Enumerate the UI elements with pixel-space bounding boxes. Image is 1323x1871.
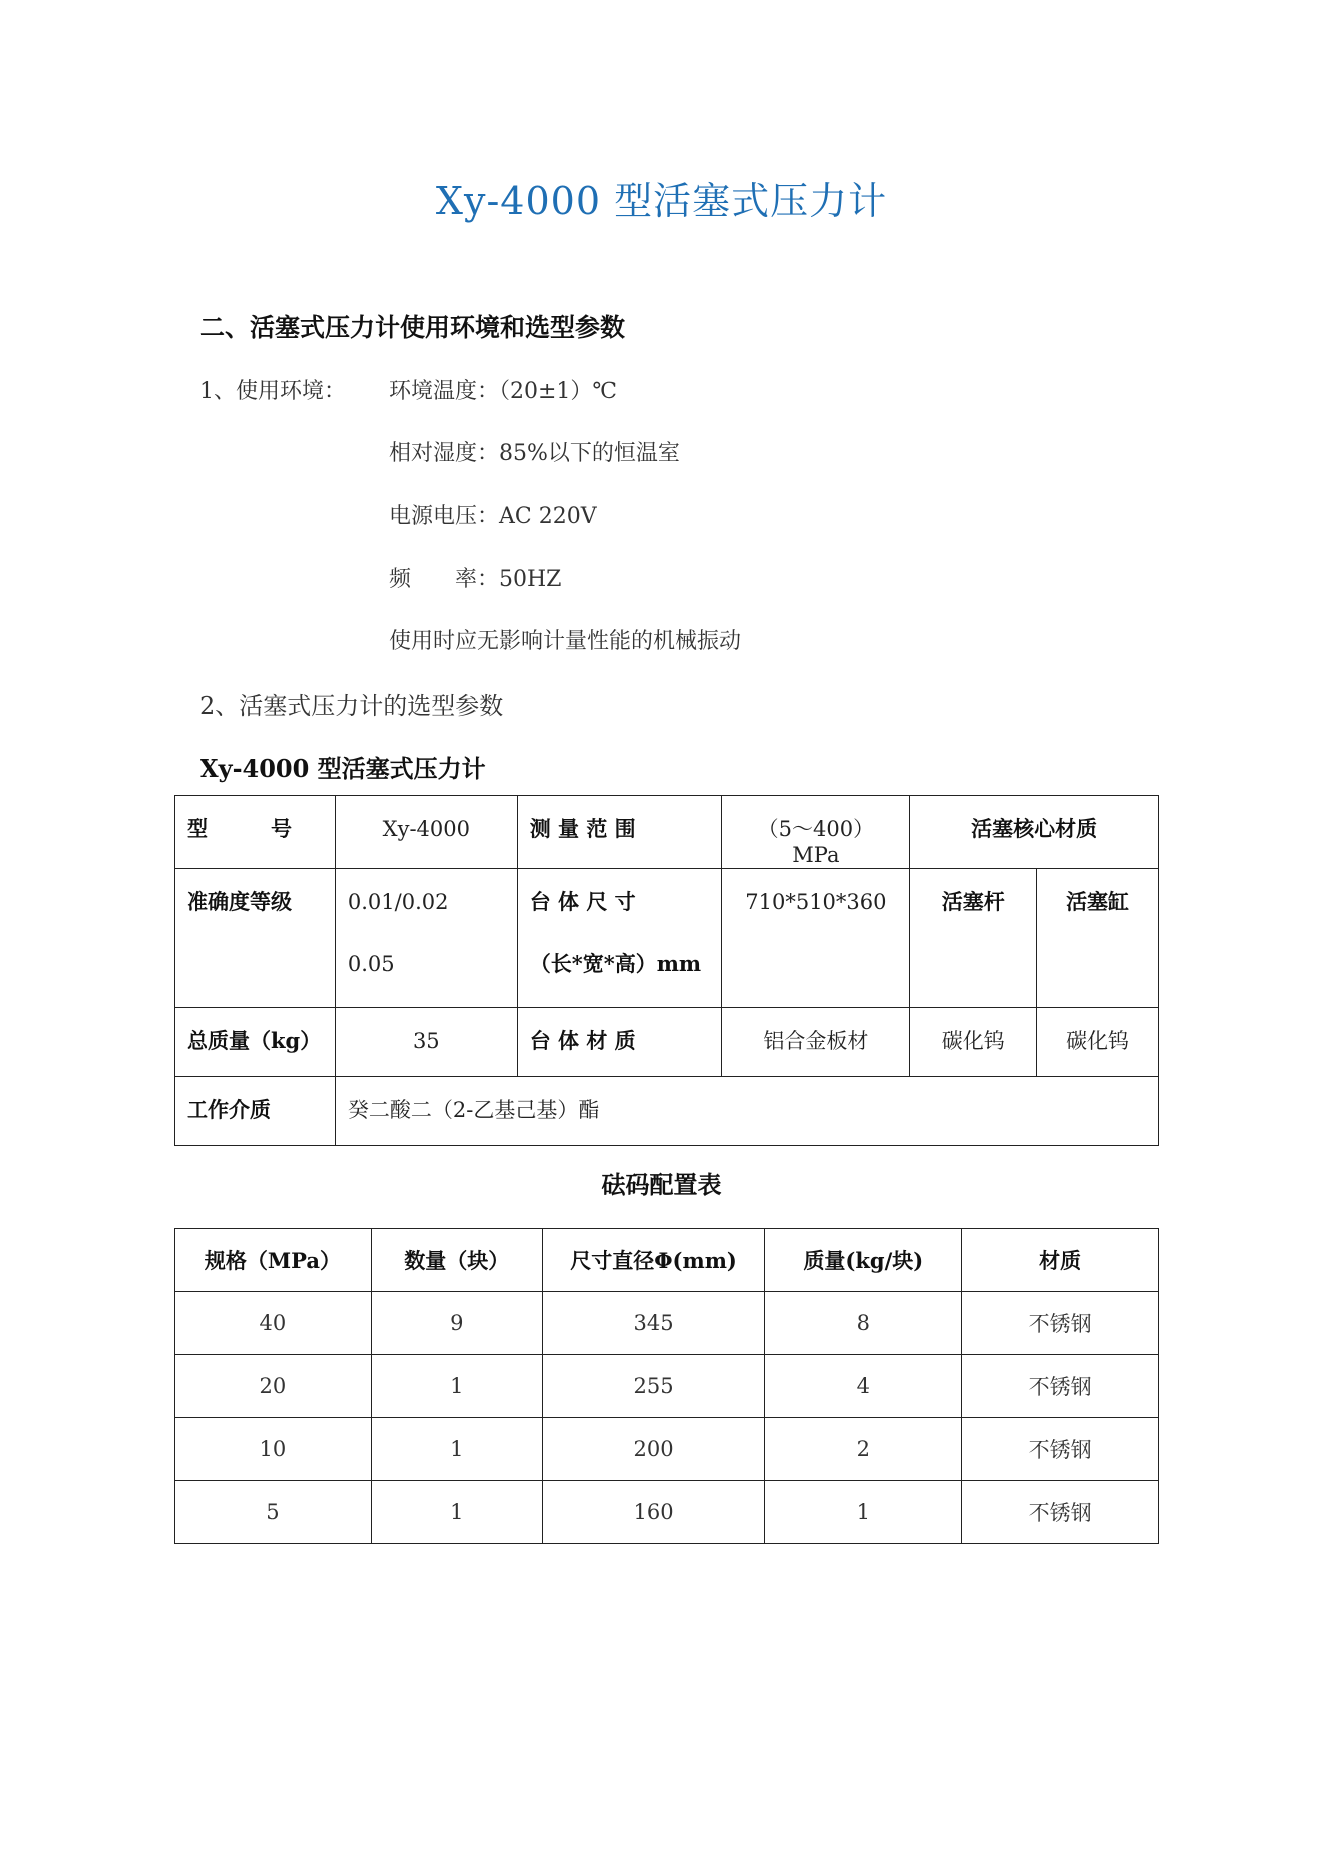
range-value: （5～400）MPa [757,817,875,867]
env-temperature: 环境温度：（20±1）℃ [389,379,618,404]
env-humidity: 相对湿度：85%以下的恒温室 [389,441,680,466]
table-cell: 不锈钢 [962,1418,1159,1481]
body-material-value: 铝合金板材 [763,1029,869,1053]
model-value: Xy-4000 [382,817,470,841]
table-cell: 20 [175,1355,372,1418]
column-header: 材质 [962,1229,1159,1292]
spec-cell [517,869,722,1008]
spec-cell [175,869,336,1008]
spec-row-medium [175,1077,1159,1146]
table-cell: 不锈钢 [962,1292,1159,1355]
table-cell: 200 [542,1418,765,1481]
spec-cell [910,1008,1037,1077]
cylinder-label: 活塞缸 [1066,889,1130,914]
table-cell: 不锈钢 [962,1355,1159,1418]
table-cell: 5 [175,1481,372,1544]
params-label: 2、活塞式压力计的选型参数 [200,692,504,720]
section-heading: 二、活塞式压力计使用环境和选型参数 [200,313,626,342]
env-label: 1、使用环境： [200,379,346,404]
cylinder-material: 碳化钨 [1066,1029,1130,1053]
spec-cell [1037,869,1159,1008]
spec-cell [910,796,1159,869]
table-cell: 4 [765,1355,962,1418]
document-title: Xy-4000 型活塞式压力计 [435,179,888,223]
table-cell: 10 [175,1418,372,1481]
range-label: 测 量 范 围 [529,816,636,841]
medium-value: 癸二酸二（2-乙基己基）酯 [347,1098,600,1122]
table-cell: 不锈钢 [962,1481,1159,1544]
accuracy-value-2: 0.05 [347,952,395,976]
rod-material: 碳化钨 [941,1029,1005,1053]
spec-cell [335,869,517,1008]
size-label-2: （长*宽*高）mm [529,951,702,976]
spec-cell [335,1077,1158,1146]
env-vibration: 使用时应无影响计量性能的机械振动 [389,629,742,654]
table-cell: 1 [371,1481,542,1544]
table-cell: 255 [542,1355,765,1418]
column-header: 尺寸直径Φ(mm) [542,1229,765,1292]
env-frequency: 频 率：50HZ [389,567,562,592]
spec-cell [335,1008,517,1077]
spec-cell [175,1008,336,1077]
weights-table [174,1228,1159,1544]
column-header: 质量(kg/块) [765,1229,962,1292]
env-voltage: 电源电压：AC 220V [389,504,597,529]
spec-row-mass [175,1008,1159,1077]
spec-cell [910,869,1037,1008]
spec-cell [722,796,910,869]
table-cell: 2 [765,1418,962,1481]
weights-header-row [175,1229,1159,1292]
weights-table-caption: 砝码配置表 [601,1170,722,1199]
table-row [175,1418,1159,1481]
spec-cell [722,1008,910,1077]
model-label: 型 号 [187,816,292,841]
spec-cell [175,1077,336,1146]
spec-cell [175,796,336,869]
accuracy-label: 准确度等级 [187,889,292,914]
body-material-label: 台 体 材 质 [529,1028,636,1053]
table-cell: 1 [765,1481,962,1544]
rod-label: 活塞杆 [941,889,1005,914]
spec-cell [517,1008,722,1077]
size-label-1: 台 体 尺 寸 [529,889,636,914]
mass-value: 35 [412,1029,440,1053]
accuracy-value-1: 0.01/0.02 [347,890,449,914]
model-title: Xy-4000 型活塞式压力计 [200,754,486,783]
size-value: 710*510*360 [745,890,887,914]
column-header: 规格（MPa） [175,1229,372,1292]
spec-row-accuracy [175,869,1159,1008]
table-cell: 40 [175,1292,372,1355]
table-cell: 9 [371,1292,542,1355]
core-material-label: 活塞核心材质 [971,816,1098,841]
spec-row-model [175,796,1159,869]
medium-label: 工作介质 [187,1097,271,1122]
table-cell: 160 [542,1481,765,1544]
spec-cell [335,796,517,869]
table-cell: 8 [765,1292,962,1355]
table-cell: 345 [542,1292,765,1355]
table-cell: 1 [371,1418,542,1481]
column-header: 数量（块） [371,1229,542,1292]
table-row [175,1355,1159,1418]
spec-table [174,795,1159,1146]
spec-cell [517,796,722,869]
table-row [175,1481,1159,1544]
spec-cell [722,869,910,1008]
table-row [175,1292,1159,1355]
table-cell: 1 [371,1355,542,1418]
mass-label: 总质量（kg） [187,1028,322,1053]
spec-cell [1037,1008,1159,1077]
